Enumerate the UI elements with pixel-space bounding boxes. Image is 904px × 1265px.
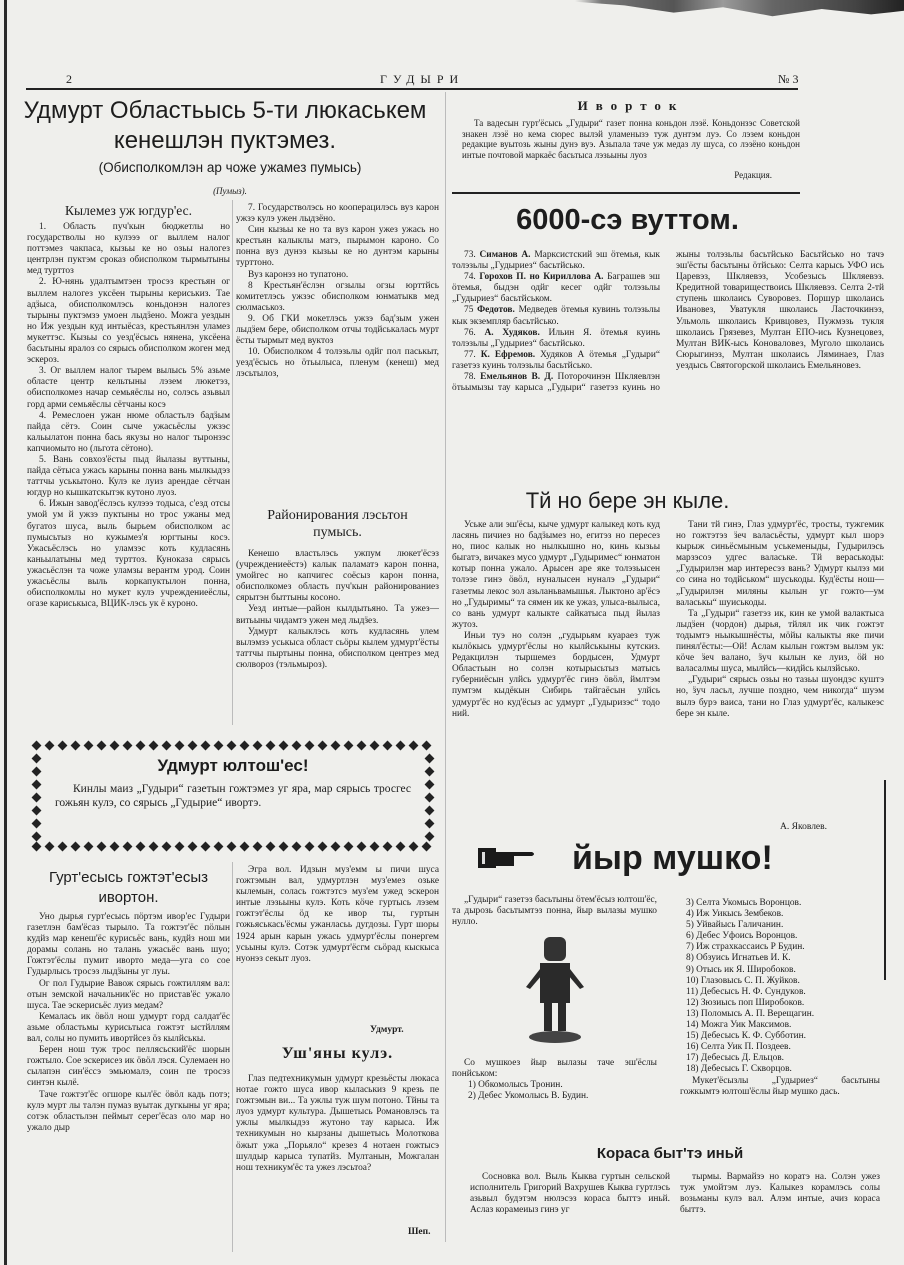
diamond-border-ornament bbox=[425, 780, 435, 790]
diamond-border-ornament bbox=[45, 741, 55, 751]
contest-outro: Со мушкоез йыр вылазы тачe эш'ёслы понйськом: bbox=[452, 1058, 657, 1080]
diamond-border-ornament bbox=[58, 842, 68, 852]
diamond-border-ornament bbox=[201, 842, 211, 852]
section-heading: Кылемез уж югдур'ес. bbox=[65, 203, 192, 218]
column-rule bbox=[232, 862, 233, 1252]
diamond-border-ornament bbox=[370, 842, 380, 852]
raion-heading: Районирования лэсьтон пумысь. bbox=[267, 508, 408, 540]
diamond-border-ornament bbox=[201, 741, 211, 751]
diamond-border-ornament bbox=[84, 842, 94, 852]
diamond-border-ornament bbox=[227, 741, 237, 751]
ti-body bbox=[452, 520, 884, 820]
ti-title: Тй но бере эн кыле. bbox=[525, 488, 730, 513]
subscriber-entry: 74. Горохов П. но Кириллова А. Баграшев эш ӧтемья, быдэн одйг кесег одйг толэзьлы „Гудыриез“ басьтйськом. bbox=[452, 272, 660, 305]
diamond-border-ornament bbox=[383, 741, 393, 751]
diamond-border-ornament bbox=[32, 741, 42, 751]
contest-list bbox=[680, 898, 880, 1076]
diamond-border-ornament bbox=[32, 793, 42, 803]
list-item: 3) Селта Укомысь Воронцов. bbox=[686, 898, 802, 908]
diamond-border-ornament bbox=[253, 842, 263, 852]
announcement-text: Та вадесын гурт'ёсысь „Гудыри“ газет понна коньдон лэзё. Коньдонзэс Советской знакен лэзё но кема сюрес вылэй уламенызэ туж дунтэм луэ. Со лэзем коньдон редакцие вуытозь жыны дунэ вуэ. Азьпала тачe уж медаз лу шуса, со лэзёно коньдон интые почтовой маркаёс басьтыса лэзьыны луоз bbox=[462, 118, 800, 160]
diamond-border-ornament bbox=[97, 842, 107, 852]
list-item: 17) Дебесысь Д. Ельцов. bbox=[686, 1053, 785, 1064]
korasa-title: Кораса быт'тэ иньй bbox=[596, 1145, 744, 1162]
list-item: 7) Иж страхкассаись Р Будин. bbox=[686, 942, 805, 953]
diamond-border-ornament bbox=[162, 842, 172, 852]
paper-name: ГУДЫРИ bbox=[380, 72, 465, 86]
contest-closing: Мукет'ёсызлы „Гудыриез“ басьтыны гожкымтэ юлтош'ёслы йыр мушко дась. bbox=[680, 1075, 880, 1097]
ush-text: Глаз педтехникумын удмурт крезьёсты люкаса нотае гожто шуса ивор кыласькиз 9 крезь пе гожтэмын ви... Та ужлы туж шум потоно. Тйны та луоз удмурт культура. Дышетысь Романовлэсь та ужлы мылкыдэз жутоно тау карыса. Иж техникумын но кырзаны дышетысь Молоткова ӧжыт ужа „Порьяло“ крезез 4 нотаен гожтысэ шулдыр карыса тупатйз. Мултанын, Можгалан нош техникум'ёс та ужез лэсьтоа? bbox=[236, 1074, 439, 1173]
list-item: 10) Глазовысь С. П. Жуйков. bbox=[686, 975, 800, 986]
paragraph: Вуз каронэз но тупатоно. bbox=[248, 269, 349, 280]
patriot-box bbox=[33, 742, 433, 850]
korasa-col2: тырмы. Вармайзэ но коратэ на. Солэн ужез туж умойтэм луэ. Калыкез корамлэсь солы возьманы кулэ вал. Алэм интые, ачиз кораса быттэ. bbox=[680, 1172, 880, 1216]
diamond-border-ornament bbox=[162, 741, 172, 751]
diamond-border-ornament bbox=[253, 741, 263, 751]
diamond-border-ornament bbox=[71, 741, 81, 751]
diamond-border-ornament bbox=[240, 741, 250, 751]
diamond-border-ornament bbox=[266, 842, 276, 852]
list-item: 14) Можга Уик Максимов. bbox=[686, 1020, 792, 1031]
issue-number: № 3 bbox=[778, 72, 799, 86]
paragraph: 7. Государстволэсь но кооперацилэсь вуз карон ужзэ кулэ ужен лыдзёно. bbox=[236, 203, 439, 225]
diamond-border-ornament bbox=[58, 741, 68, 751]
diamond-border-ornament bbox=[149, 842, 159, 852]
korasa-col1: Сосновка вол. Выль Кыква гуртын сельской исполнитель Григорий Вахрушев Кыква гуртлэсь азьвыл будэтэм нюлэсэз кораса быттэ иньй. Аслаз корамеиыз гинэ уг bbox=[470, 1172, 670, 1216]
paragraph: Уезд интые—район кылдытьяно. Та ужез—витьыны чидамтэ ужен мед лыдӟез. bbox=[236, 604, 439, 626]
diamond-border-ornament bbox=[344, 842, 354, 852]
diamond-border-ornament bbox=[188, 842, 198, 852]
paragraph: Удмурт калыклэсь коть кудласянь улем вылэмзэ уськыса област сьӧры кылем удмурт'ёсты таттчы пыртыны понна, обисполком центрез мед сюлвороз (тэльмыроз). bbox=[236, 626, 439, 670]
list-item: 13) Поломысь А. П. Верещагин. bbox=[686, 1008, 815, 1019]
diamond-border-ornament bbox=[214, 741, 224, 751]
diamond-border-ornament bbox=[136, 842, 146, 852]
paragraph: Син кызьы ке но та вуз карон ужез ужась но крестьян калыклы матэ, пырымон кароно. Со понна вуз дунэз кызьы ке но дунтэм карыны турттоно. bbox=[236, 225, 439, 269]
diamond-border-ornament bbox=[188, 741, 198, 751]
subscriber-entry: 73. Симанов А. Марксистский эш ӧтемья, кык толэзьлы „Гудыриез“ басьтйсько. bbox=[452, 250, 660, 272]
diamond-border-ornament bbox=[110, 741, 120, 751]
diamond-border-ornament bbox=[318, 842, 328, 852]
paragraph: Иньи туэ но солэн „гудырьям куараез туж кылӧкысь удмурт'ёслы но кылйськыны кутскиз. Редакцилэн тыршемез бордысен, Удмурт Областьын но солэн котырысьтыз матысь губерниёсын улйсь удмурт'ёс гинэ ӧвӧл, ймлтэм пумтэм кыдёкын Сибирь тайгаёсын улйсь удмурт'ёс но куд'ёсыз ас удмурт „Гудыризэс“ тодо ний. bbox=[452, 630, 660, 719]
diamond-border-ornament bbox=[357, 741, 367, 751]
ush-title: Уш'яны кулэ. bbox=[281, 1045, 394, 1062]
main-title: Удмурт Областьысь 5-ти люкаськем кенешлэн пуктэмез. bbox=[23, 97, 427, 154]
continuation-note: (Пумыз). bbox=[213, 186, 247, 196]
subscriber-entry: 76. А. Худяков. Ильин Я. ӧтемья куинь толэзьлы „Гудыриез“ басьтйсько. bbox=[452, 327, 661, 349]
diamond-border-ornament bbox=[45, 842, 55, 852]
diamond-border-ornament bbox=[32, 806, 42, 816]
list-item: 4) Иж Уикысь Зембеков. bbox=[686, 909, 784, 920]
contest-list bbox=[452, 1080, 657, 1102]
diamond-border-ornament bbox=[305, 741, 315, 751]
paragraph: „Гудыри“ сярысь озьы но тазьы шуондэс куштэ но, ӟуч ласьл, лучше поздно, чем никогда“ шуэм вылэ бурэ ваиса, тани но Глаз удмурт'ёс, калыкеэс бере эн кыле. bbox=[676, 675, 884, 719]
paragraph: Берен нош туж трос пеллясьский'ёс шорын гожтыло. Сое эскерисез ик ӧвӧл лэся. Сулемаен но сылапэн син'ёссэ эмьюмалэ, соин пе тросэз синтэн кылё. bbox=[27, 1045, 230, 1089]
list-item: 6) Дебес Уфоись Воронцов. bbox=[686, 931, 798, 942]
diamond-border-ornament bbox=[396, 741, 406, 751]
pointing-hand-icon bbox=[478, 846, 536, 870]
boy-illustration bbox=[520, 935, 590, 1045]
diamond-border-ornament bbox=[175, 842, 185, 852]
diamond-border-ornament bbox=[331, 842, 341, 852]
diamond-border-ornament bbox=[84, 741, 94, 751]
page-fold bbox=[884, 780, 886, 980]
diamond-border-ornament bbox=[357, 842, 367, 852]
paragraph: 5. Вань совхоз'ёсты пыд йылазы вуттыны, пайда сётыса ужась карыны понна вань мылкыдэз таттчы уськытоно. Кулэ ке луиз арендае сётчан югдур но кышкатскытэк кутоно луоз. bbox=[27, 454, 230, 499]
diamond-border-ornament bbox=[175, 741, 185, 751]
village-signature: Удмурт. bbox=[370, 1025, 404, 1035]
list-item: 18) Дебесысь Г. Скворцов. bbox=[686, 1064, 792, 1075]
paragraph: Кемалась ик ӧвӧл нош удмурт горд салдат'ёс азьмe областьмы курисьтыса гожтэт ыстйллям вал, солы но пумить ивортйсез ӧз кылйськы. bbox=[27, 1011, 230, 1045]
diamond-border-ornament bbox=[383, 842, 393, 852]
diamond-border-ornament bbox=[305, 842, 315, 852]
header-rule bbox=[398, 88, 798, 90]
diamond-border-ornament bbox=[409, 741, 419, 751]
diamond-border-ornament bbox=[149, 741, 159, 751]
paragraph: Кенешо властьлэсь ужпум люкет'ёсэз (учреждениеёстэ) калык паламатэ карон понна, умойгес но капчигес соёсыз карон понна, обисполкомез область пуч'кын районированиез сярытэн быттыны косоно. bbox=[236, 549, 439, 604]
diamond-border-ornament bbox=[425, 832, 435, 842]
paragraph: Та „Гудыри“ газетэз ик, кин ке умой валактыса лыдӟен (чордон) дырья, тйлял ик чик гожтэт тодымтэ ньыкышнёсты, мӧйы калыкты яке пичи пинял'ёсты:—Ой! Аслам кылын гожтэм вылэм ук: кӧче ӟеч валано, ӟуч кылын ке луиз, ӧй но валасалмы шуса, мылйсь—кидйсь кылзйсько. bbox=[676, 608, 884, 675]
column-rule bbox=[232, 200, 233, 725]
paragraph: Тани тй гинэ, Глаз удмурт'ёс, тросты, тужгемик но гожтэтэз ӟеч валасьёсты, удмурт кыл шорэ кырыж синьёсмыным уськеменыды, Гудырилэсь марзэсоэ удгес валаське. Тй вераськоды: „Гудырилэн мар интересэз вань? Удмурт кылэз ми со сина но тодйськом“ шуськоды. Куд'ёсты нош—„Гудырилэн миляны кылын уг гожто—ум валаськы“ шуиськоды. bbox=[676, 520, 884, 608]
paragraph: Тачe гожтэт'ёс огшоре кыл'ёс ӧвӧл кадь потэ; кулэ мурт лы талэн пумаз вуытак дугкыны уг яра; сотэк областьлэн пеймыт серег'ёсаз оло мар но ужало дыр bbox=[27, 1089, 230, 1133]
contest-intro: „Гудыри“ газетэз басьтыны ӧтем'ёсыз юлтош'ёс, та дырозь басьтымтэз понна, йыр вылазы мушко нулло. bbox=[452, 895, 657, 928]
list-item: 16) Селта Уик П. Поздеев. bbox=[686, 1042, 791, 1053]
torn-corner bbox=[575, 0, 904, 18]
patriot-title: Удмурт юлтош'ес! bbox=[157, 756, 309, 775]
diamond-border-ornament bbox=[110, 842, 120, 852]
diamond-border-ornament bbox=[266, 741, 276, 751]
diamond-border-ornament bbox=[227, 842, 237, 852]
contest-title: йыр мушко! bbox=[572, 839, 773, 877]
list-item: 1) Обкомолысь Тронин. bbox=[468, 1080, 563, 1091]
announcement-signature: Редакция. bbox=[734, 170, 772, 180]
diamond-border-ornament bbox=[292, 842, 302, 852]
diamond-border-ornament bbox=[71, 842, 81, 852]
diamond-border-ornament bbox=[425, 819, 435, 829]
diamond-border-ornament bbox=[123, 842, 133, 852]
page-edge bbox=[4, 0, 7, 1265]
diamond-border-ornament bbox=[422, 842, 432, 852]
subscriber-entry: 75 Федотов. Медведев ӧтемья кувинь толэзьлы кык экземпляр басьтйсько. bbox=[452, 305, 661, 327]
diamond-border-ornament bbox=[123, 741, 133, 751]
diamond-border-ornament bbox=[279, 842, 289, 852]
list-item: 9) Отысь ик Я. Широбоков. bbox=[686, 964, 796, 975]
list-item: 11) Дебесысь Н. Ф. Сундуков. bbox=[686, 986, 806, 997]
list-item: 2) Дебес Укомолысь В. Будин. bbox=[468, 1091, 589, 1102]
diamond-border-ornament bbox=[240, 842, 250, 852]
list-item: 12) Зюзиысь поп Широбоков. bbox=[686, 997, 805, 1008]
paragraph: 10. Обисполком 4 толэзьлы одйг пол паськыт, уезд'ёсысь но ӧтьылыса, пленум (кенеш) мед лэсьтылоз, bbox=[236, 347, 439, 380]
subscribers-title: 6000-сэ вуттом. bbox=[516, 204, 739, 236]
diamond-border-ornament bbox=[32, 842, 42, 852]
paragraph: 2. Ю-нянь удалтымтэен тросэз крестьян ог выллем налогез укcёен тырыны кериськиз. Тае адӟыса, обисполкомлэсь коньдонэн налогез тырыны пуктэмзэ умоен лыдӟено. Можга уездын но Иж уездын куд интыёсаз, крестьянлэн уламез мукеттэс. Кызьы со уезд'ёсысь нянена, укcёена басьтыны яралоз со сярысь обисполком жоген мед эскероз. bbox=[27, 277, 230, 366]
diamond-border-ornament bbox=[292, 741, 302, 751]
diamond-border-ornament bbox=[318, 741, 328, 751]
paragraph: 3. Ог выллем налог тырем вылысь 5% азьмe областe центр кельтыны лэзем люкетэз, обисполкомез начар семьяёслы но, солэсь азьвыл горд арми семьяёслы сётчаны косэ bbox=[27, 366, 230, 410]
paragraph: 9. Об ГКИ мокетлэсь ужзэ бад'зым ужен лыдӟем бере, обисполком отчы тодйськалась мурт ёсты тырмыт мед вуктоз bbox=[236, 313, 439, 347]
diamond-border-ornament bbox=[214, 842, 224, 852]
diamond-border-ornament bbox=[409, 842, 419, 852]
diamond-border-ornament bbox=[425, 806, 435, 816]
diamond-border-ornament bbox=[331, 741, 341, 751]
list-item: 5) Уйвайысь Галичанин. bbox=[686, 920, 784, 931]
diamond-border-ornament bbox=[344, 741, 354, 751]
subscribers-list bbox=[452, 250, 884, 480]
diamond-border-ornament bbox=[32, 780, 42, 790]
patriot-text: Кинлы маиз „Гудыри“ газетын гожтэмез уг яра, мар сярысь тросгес гожьян кулэ, со сярысь „Гудырие“ ивортэ. bbox=[55, 783, 411, 809]
paragraph: Эгра вол. Идзын муз'емм ы пичи шуса гожтэмын вал, удмуртлэн муз'емез озьке кылемын, солась гожтэтсэ муз'ем ужед эскерон интые лэзьыны кулэ. Коть кӧче гуртысь лэзем гожтэт'ёслы ӧд ке ивор ты, гуртын гожьяськась'ёсмы ужанласьь дугдозы. Гурт шоры 1924 арын карын ужась удмурт'ёслы понергем усьыны кулэ. Сотэк удмурт'ёсгм сьӧрад кыскыса нуонэз секыт луоз. bbox=[236, 865, 439, 964]
subscriber-entry: 77. К. Ефремов. Худяков А ӧтемья „Гудыри“ газетэз куинь толэзьлы басьтйсько. bbox=[452, 349, 661, 371]
diamond-border-ornament bbox=[396, 842, 406, 852]
ti-signature: А. Яковлев. bbox=[780, 822, 828, 832]
paragraph: 4. Ремеслоен ужан нюмe областьлэ бадӟым пайда сётэ. Соин сыче ужасьёслы ужзэс кальылатон понна бась якузы но налог тыронзэс капчиомыто но (льгота сётоно). bbox=[27, 410, 230, 454]
diamond-border-ornament bbox=[279, 741, 289, 751]
diamond-border-ornament bbox=[425, 793, 435, 803]
paragraph: Уське али эш'ёсы, кыче удмурт калыкед коть куд ласянь пичиез но бадӟымез но, егитэз но пересез но, пиос калык но нылкышно но, кинь кызьы быгатэ, вичакез мусо удмурт „Гудыримес“ юнматон котыр понна ужало. Арысен аре яке толэзьысен толэзе гинэ ӧвӧл, нуналысен нуналэ „Гудыри“ газетмы лекос зол азьланьвамышья. Лыктоно ар'ёсэ но „Гудыримы“ та сямен ик ке ужаз, улыса-вылыса, со вань удмурт калыкте сайкатыса пыд йылаз жутоз. bbox=[452, 520, 660, 630]
diamond-border-ornament bbox=[97, 741, 107, 751]
list-item: 15) Дебесысь К. Ф. Субботин. bbox=[686, 1031, 806, 1042]
list-item: 8) Обзуись Игнатьев И. К. bbox=[686, 953, 791, 964]
paragraph: Уно дырья гурт'есысь пӧртэм ивор'ес Гудыри газетлэн бам'ёсаз тырыло. Та гожтэт'ёс пӧлын кудйз мар кенеш'ёс курисьёс вань, кудйз нош ми дорамы солань но талань ужасьёс вань шуо; Гожтэт'ёслы пумит иворто меда—уга со сое Гудырлысь тросэз лыдӟыны уг луы. bbox=[27, 912, 230, 978]
village-title: Гурт'есысь гожтэт'есыз ивортон. bbox=[48, 869, 209, 906]
subscriber-entry: 78. Емельянов В. Д. Поторочинэн Шкляевлэн ӧтьымызы тау карыса „Гудыри“ газетэз куинь но жыны толэзьлы басьтйсько Басьтйсько но тачэ эш'ёсты басьтыны ӧтйсько: Селта карысь УФО ись Царевэз, Шкляевэз, Усобезысь Шкляевэз. Кредитной товариществоись Шкляевэз. Селта 2-тй ступень школаись Суворовез. Поршур школаись Ивановез, Уватукля школаись Ласточкинэз, Ульмоль школаись Кривцовез, Пужмэзь тукля школаись Грязевез, Мултан ЕПО-ись Кузнецовез, Мултан ВИК-ысь Коноваловез, Муголо школаись Сюрыгинэз, Мултан школаись Ляминаез, Глаз уездысь Святогорской школаись Емельяновез. bbox=[452, 250, 884, 394]
diamond-border-ornament bbox=[32, 832, 42, 842]
main-subtitle: (Обисполкомлэн ар чоже ужамез пумысь) bbox=[98, 160, 362, 175]
column-rule bbox=[445, 92, 446, 1242]
diamond-border-ornament bbox=[422, 741, 432, 751]
diamond-border-ornament bbox=[136, 741, 146, 751]
section-rule bbox=[452, 192, 800, 194]
ush-signature: Шеп. bbox=[408, 1227, 431, 1237]
paragraph: 6. Ижын завод'ёслэсь кулэээ тодыса, с'езд отсы умой ум й ужзэ пуктыны но трос ужаны мед бугатоз шуса, выль бырьем обисполком ас пумысьтыз но кужымез'я юргтыны косэ. Ужасьёслэсь но уламзэс коть кудласянь каньылатыны мед турттоз. Куноказа сярысь ужасьёслэн та чоже уламзы верантм урод. Соин ужасьёслы выль коркапуктылон понна, обисполкомлы но мукет кулэ учреждениеёслы, огазе кариськыса, ВЦИК-лэсь ук ё куроно. bbox=[27, 499, 230, 610]
header-rule bbox=[26, 88, 398, 90]
diamond-border-ornament bbox=[32, 819, 42, 829]
diamond-border-ornament bbox=[370, 741, 380, 751]
paragraph: 8 Крестьян'ёслэн огзылы огзы юрттйсь комитетлэсь ужзэс обисполком юнматыкв мед сюлмаськоз. bbox=[236, 280, 439, 313]
paragraph: 1. Область пуч'кын бюджетлы но государстволы но кулэээ ог выллем налог поттэмез чакпаса, кызьы ке но озьы налогез центрлэн пуктэм сроказ обисполком тырмытыны мед турттоз bbox=[27, 222, 230, 277]
page-number: 2 bbox=[66, 72, 72, 86]
paragraph: Ог пол Гудырие Вавож сярысь гожтиллям вал: отын земской начальник'ёс но пристав'ёс ужало шуса. Тае эскерисьёс луиз медам? bbox=[27, 978, 230, 1011]
announcement-title: Иворток bbox=[577, 98, 685, 113]
